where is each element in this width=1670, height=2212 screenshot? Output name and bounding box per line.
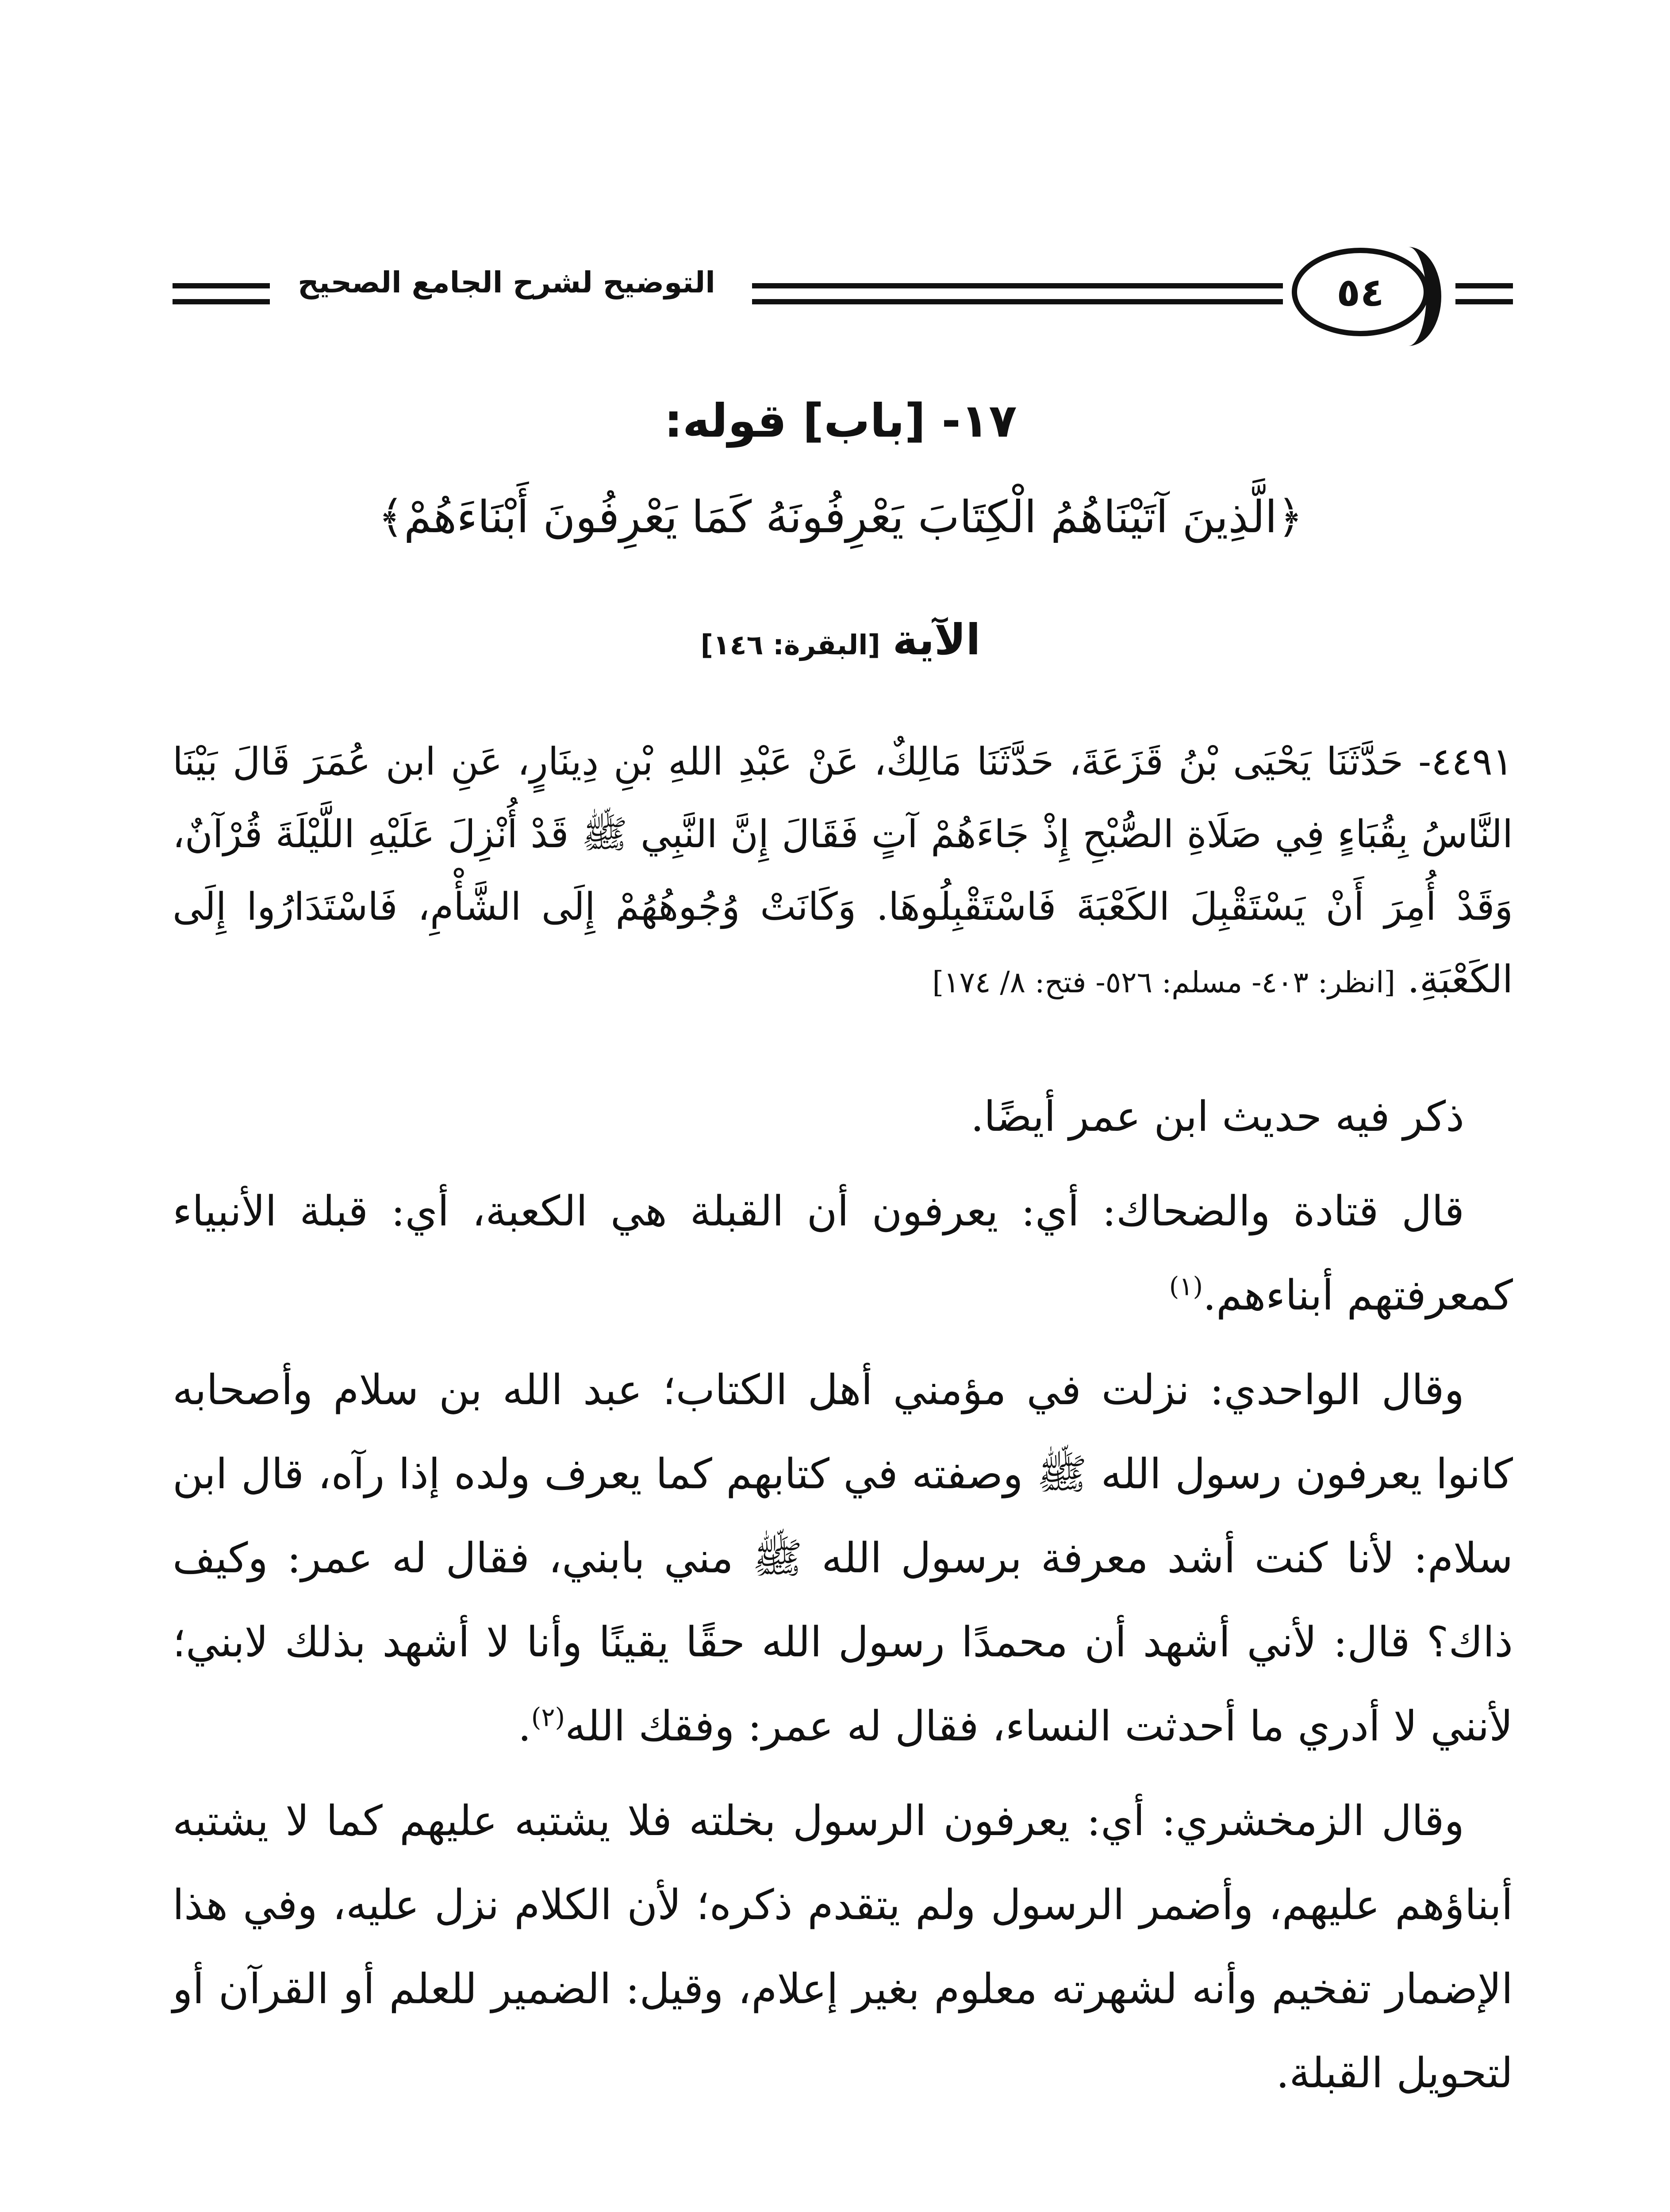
header-rule-right-lower: [1455, 299, 1513, 304]
footnote-marker[interactable]: (١): [1169, 1271, 1203, 1302]
book-title: التوضيح لشرح الجامع الصحيح: [298, 265, 715, 300]
commentary-paragraph: [173, 1170, 1513, 1338]
hadith-number: ٤٤٩١-: [1418, 740, 1513, 784]
header-rule-middle-lower: [752, 299, 1283, 304]
header-rule-left: [173, 283, 270, 288]
paragraph-text: وقال الزمخشري: أي: يعرفون الرسول بخلته فلا يشتبه عليهم كما لا يشتبه أبناؤهم عليهم، وأضمر الرسول ولم يتقدم ذكره؛ لأن الكلام نزل عليه، وفي هذا الإضمار تفخيم وأنه لشهرته معلوم بغير إعلام، وقيل: الضمير للعلم أو القرآن أو لتحويل القبلة.: [173, 1797, 1513, 2097]
paragraph-text: وقال الواحدي: نزلت في مؤمني أهل الكتاب؛ عبد الله بن سلام وأصحابه كانوا يعرفون رسول الله ﷺ وصفته في كتابهم كما يعرف ولده إذا رآه، قال ابن سلام: لأنا كنت أشد معرفة برسول الله ﷺ مني بابني، فقال له عمر: وكيف ذاك؟ قال: لأني أشهد أن محمدًا رسول الله حقًا يقينًا وأنا لا أشهد بذلك لابني؛ لأنني لا أدري ما أحدثت النساء، فقال له عمر: وفقك الله: [173, 1366, 1513, 1751]
hadith-block: [173, 726, 1513, 1019]
quran-verse: ﴿الَّذِينَ آتَيْنَاهُمُ الْكِتَابَ يَعْرِفُونَهُ كَمَا يَعْرِفُونَ أَبْنَاءَهُمْ﴾: [378, 491, 1303, 543]
paragraph-text: قال قتادة والضحاك: أي: يعرفون أن القبلة هي الكعبة، أي: قبلة الأنبياء كمعرفتهم أبناءهم.: [173, 1187, 1513, 1320]
paragraph-text: ذكر فيه حديث ابن عمر أيضًا.: [971, 1093, 1464, 1141]
commentary-paragraph: [173, 1779, 1513, 2116]
commentary: [173, 1075, 1513, 2126]
hadith-reference: [انظر: ٤٠٣- مسلم: ٥٢٦- فتح: ٨/ ١٧٤]: [932, 965, 1396, 999]
ayah-word: الآية: [892, 615, 981, 664]
header-rule-left-lower: [173, 299, 270, 304]
verse-reference: [177, 615, 1504, 664]
commentary-paragraph: [173, 1075, 1513, 1159]
header-rule-middle: [752, 283, 1283, 288]
hadith-text: حَدَّثَنَا يَحْيَى بْنُ قَزَعَةَ، حَدَّثَنَا مَالِكٌ، عَنْ عَبْدِ اللهِ بْنِ دِينَارٍ، عَنِ ابن عُمَرَ قَالَ بَيْنَا النَّاسُ بِقُبَاءٍ فِي صَلَاةِ الصُّبْحِ إِذْ جَاءَهُمْ آتٍ فَقَالَ إِنَّ النَّبِي ﷺ قَدْ أُنْزِلَ عَلَيْهِ اللَّيْلَةَ قُرْآنٌ، وَقَدْ أُمِرَ أَنْ يَسْتَقْبِلَ الكَعْبَةَ فَاسْتَقْبِلُوهَا. وَكَانَتْ وُجُوهُهُمْ إِلَى الشَّأْمِ، فَاسْتَدَارُوا إِلَى الكَعْبَةِ.: [173, 740, 1513, 1002]
page-number-badge: [1292, 248, 1429, 336]
surah-reference: [البقرة: ١٤٦]: [700, 629, 880, 661]
footnote-marker[interactable]: (٢): [531, 1702, 565, 1732]
page-number: ٥٤: [1336, 269, 1384, 315]
chapter-heading: ١٧- [باب] قوله:: [664, 394, 1017, 448]
commentary-paragraph: [173, 1348, 1513, 1769]
paragraph-end: .: [518, 1702, 531, 1751]
header-rule-right: [1455, 283, 1513, 288]
